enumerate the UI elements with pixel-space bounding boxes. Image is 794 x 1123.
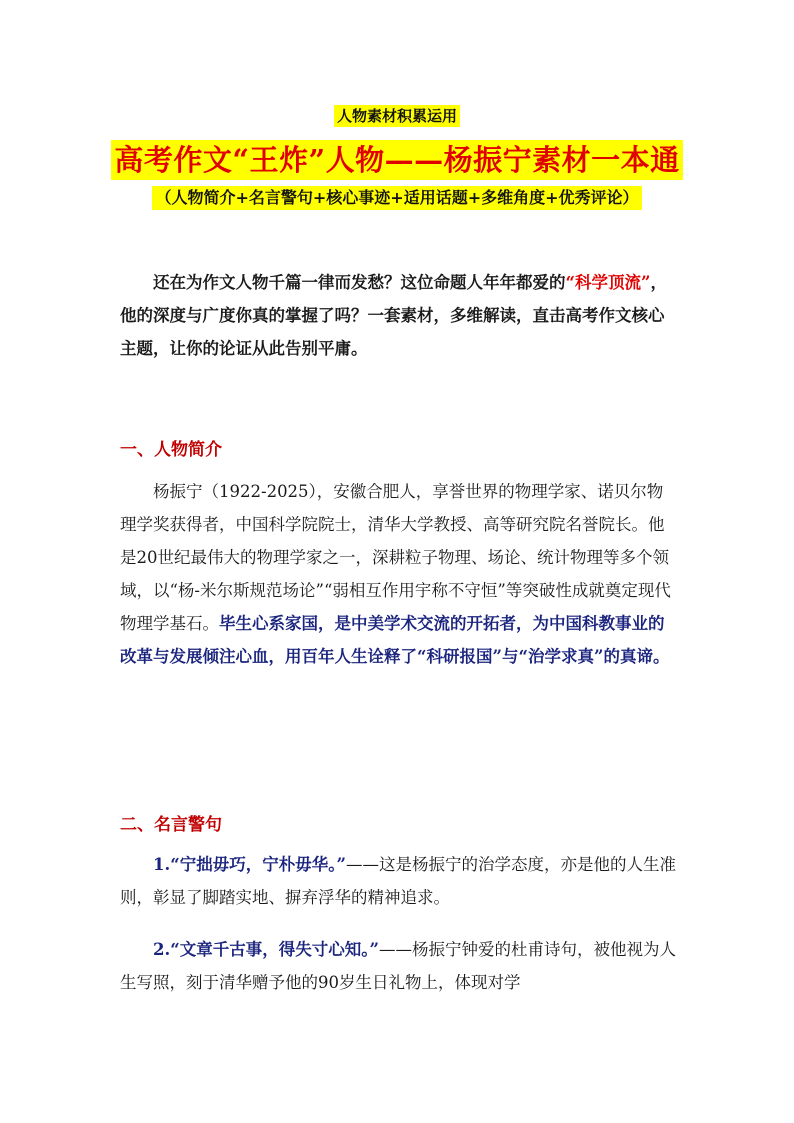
category-tag: 人物素材积累运用 (334, 105, 460, 127)
quote-item (120, 848, 676, 914)
section-heading-profile: 一、人物简介 (120, 440, 222, 460)
intro-text-end: ，他的深度与广度你真的掌握了吗？一套素材，多维解读，直击高考作文核心主题，让你的论证从此告别平庸。 (120, 273, 667, 358)
quote-text: 1.“宁拙毋巧，宁朴毋华。” (153, 855, 346, 874)
section-heading-quotes: 二、名言警句 (120, 815, 222, 835)
quote-explanation: ——杨振宁钟爱的杜甫诗句，被他视为人生写照，刻于清华赠予他的90岁生日礼物上，体现对学 (120, 940, 676, 992)
intro-text-start: 还在为作文人物千篇一律而发愁？这位命题人年年都爱的 (153, 273, 566, 292)
header-title-row (0, 140, 794, 180)
quote-item (120, 933, 676, 999)
header-subtitle-row (0, 186, 794, 210)
intro-highlight: “科学顶流” (565, 273, 651, 292)
profile-emphasis: 毕生心系家国，是中美学术交流的开拓者，为中国科教事业的改革与发展倾注心血，用百年人生诠释了“科研报国”与“治学求真”的真谛。 (120, 614, 670, 666)
profile-text: 杨振宁（1922-2025），安徽合肥人，享誉世界的物理学家、诺贝尔物理学奖获得者，中国科学院院士，清华大学教授、高等研究院名誉院长。他是20世纪最伟大的物理学家之一，深耕粒子物理、场论、统计物理等多个领域，以“杨-米尔斯规范场论”“弱相互作用宇称不守恒”等突破性成就奠定现代物理学基石。 (120, 482, 671, 633)
page-subtitle: （人物简介+名言警句+核心事迹+适用话题+多维角度+优秀评论） (152, 186, 641, 210)
header-tag-row (0, 105, 794, 127)
quote-text: 2.“文章千古事，得失寸心知。” (153, 940, 379, 959)
intro-paragraph (120, 266, 676, 365)
quote-explanation: ——这是杨振宁的治学态度，亦是他的人生准则，彰显了脚踏实地、摒弃浮华的精神追求。 (120, 855, 676, 907)
page-title: 高考作文“王炸”人物——杨振宁素材一本通 (111, 140, 682, 180)
profile-paragraph (120, 475, 676, 673)
